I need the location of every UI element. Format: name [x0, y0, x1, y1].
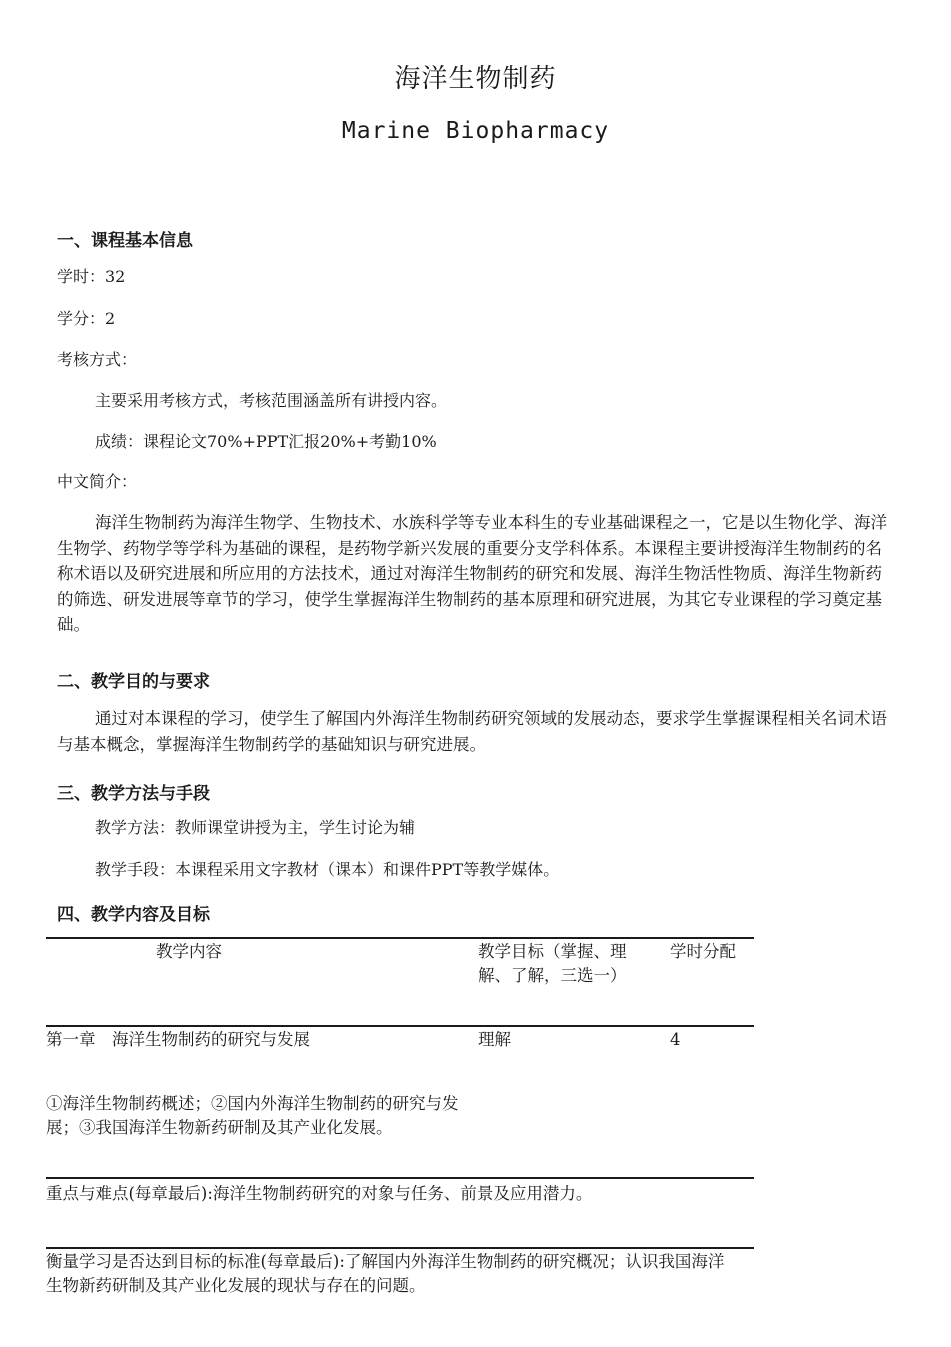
chapter-assessment-standard: 衡量学习是否达到目标的标准(每章最后):了解国内外海洋生物制药的研究概况；认识我国海洋生物新药研制及其产业化发展的现状与存在的问题。: [46, 1252, 725, 1295]
header-content: 教学内容: [156, 942, 222, 961]
course-title-english: Marine Biopharmacy: [341, 118, 610, 144]
chapter-hours: 4: [670, 1030, 681, 1049]
chapter-key-points: 重点与难点(每章最后):海洋生物制药研究的对象与任务、前景及应用潜力。: [46, 1184, 593, 1203]
course-title-chinese: 海洋生物制药: [394, 64, 557, 94]
header-goal: [478, 940, 658, 988]
section-heading-objectives: 二、教学目的与要求: [57, 672, 210, 692]
course-credits: 学分：2: [57, 309, 116, 328]
objectives-text: 通过对本课程的学习，使学生了解国内外海洋生物制药研究领域的发展动态，要求学生掌握课程相关名词术语与基本概念，掌握海洋生物制药学的基础知识与研究进展。: [57, 709, 887, 754]
table-rule-assessment: [46, 1247, 754, 1249]
teaching-method: 教学方法：教师课堂讲授为主，学生讨论为辅: [95, 818, 416, 837]
teaching-means: 教学手段：本课程采用文字教材（课本）和课件PPT等教学媒体。: [95, 860, 560, 879]
section-heading-content: 四、教学内容及目标: [57, 905, 210, 925]
section-heading-methods: 三、教学方法与手段: [57, 784, 210, 804]
grading-breakdown: 成绩：课程论文70%+PPT汇报20%+考勤10%: [95, 432, 437, 451]
table-top-rule: [46, 937, 754, 939]
intro-label: 中文简介：: [57, 472, 138, 491]
chapter-title: 第一章 海洋生物制药的研究与发展: [46, 1030, 310, 1049]
assessment-label: 考核方式：: [57, 350, 138, 369]
chapter-goal: 理解: [478, 1030, 511, 1049]
course-hours: 学时：32: [57, 267, 126, 286]
section-heading-basic-info: 一、课程基本信息: [57, 231, 193, 251]
header-hours: 学时分配: [670, 942, 736, 961]
assessment-description: 主要采用考核方式，考核范围涵盖所有讲授内容。: [95, 391, 448, 410]
chinese-introduction: 海洋生物制药为海洋生物学、生物技术、水族科学等专业本科生的专业基础课程之一，它是以生物化学、海洋生物学、药物学等学科为基础的课程，是药物学新兴发展的重要分支学科体系。本课程主要讲授海洋生物制药的名称术语以及研究进展和所应用的方法技术，通过对海洋生物制药的研究和发展、海洋生物活性物质、海洋生物新药的筛选、研发进展等章节的学习，使学生掌握海洋生物制药的基本原理和研究进展，为其它专业课程的学习奠定基础。: [57, 513, 887, 634]
table-rule-key-points: [46, 1177, 754, 1179]
header-goal-text: 教学目标（掌握、理解、了解，三选一）: [478, 942, 627, 985]
table-header-rule: [46, 1025, 754, 1027]
chapter-topics: ①海洋生物制药概述；②国内外海洋生物制药的研究与发展；③我国海洋生物新药研制及其产业化发展。: [46, 1094, 459, 1137]
